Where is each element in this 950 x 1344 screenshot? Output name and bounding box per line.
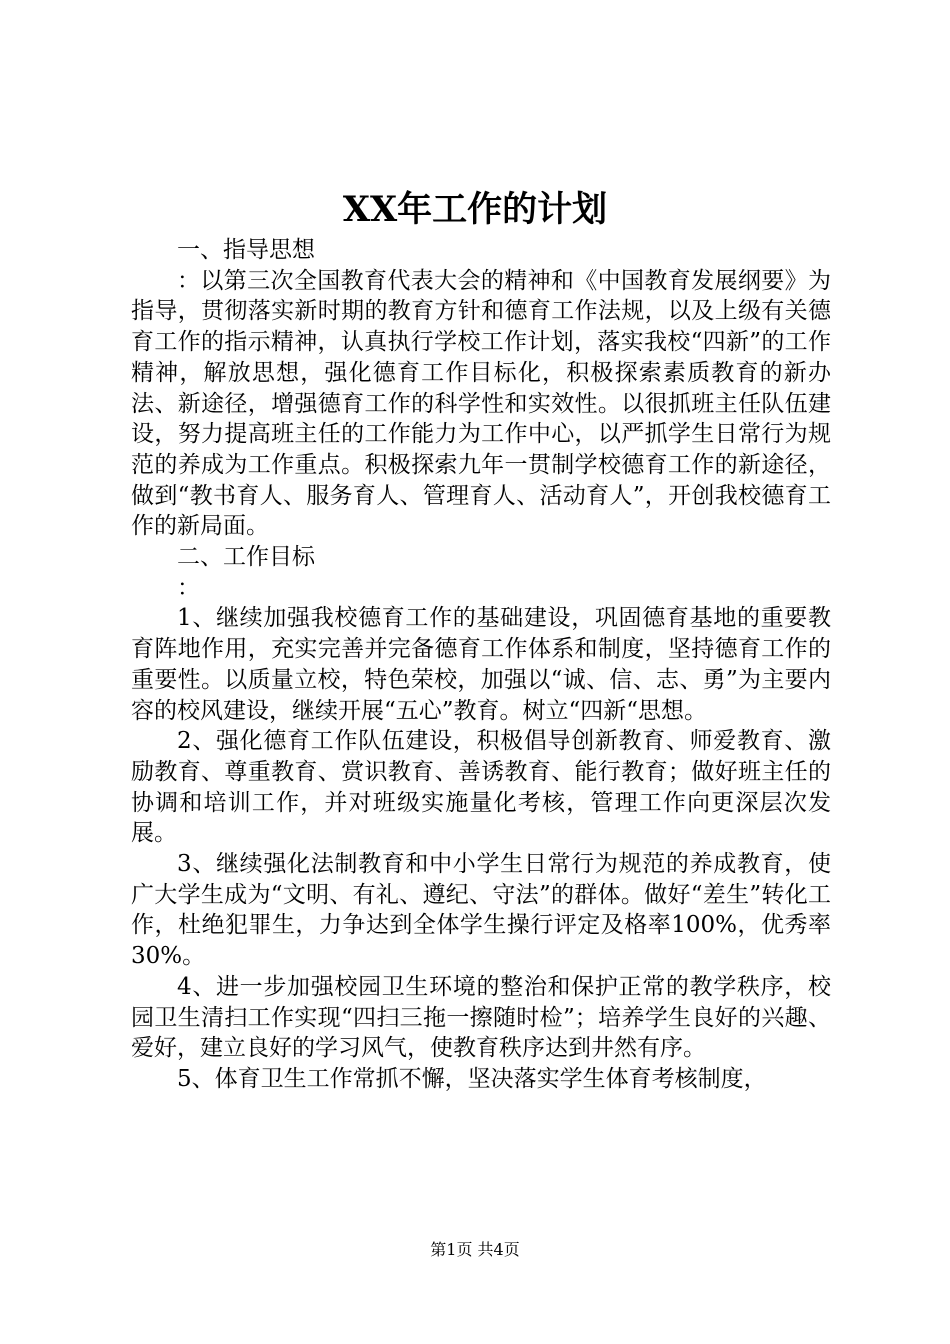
- paragraph-colon: ：: [177, 574, 200, 601]
- section-heading-guiding-ideology: 一、指导思想: [177, 237, 315, 263]
- document-title: XX年工作的计划: [342, 189, 608, 230]
- paragraph-guiding-ideology: ：以第三次全国教育代表大会的精神和《中国教育发展纲要》为指导，贯彻落实新时期的教育方针和德育工作法规，以及上级有关德育工作的指示精神，认真执行学校工作计划，落实我校“四新”的工作精神，解放思想，强化德育工作目标化，积极探索素质教育的新办法、新途径，增强德育工作的科学性和实效性。以很抓班主任队伍建设，努力提高班主任的工作能力为工作中心，以严抓学生日常行为规范的养成为工作重点。积极探索九年一贯制学校德育工作的新途径，做到“教书育人、服务育人、管理育人、活动育人”，开创我校德育工作的新局面。: [131, 267, 831, 540]
- paragraph-goal-1: 1、继续加强我校德育工作的基础建设，巩固德育基地的重要教育阵地作用，充实完善并完备德育工作体系和制度，坚持德育工作的重要性。以质量立校，特色荣校，加强以“诚、信、志、勇”为主要内容的校风建设，继续开展“五心”教育。树立“四新“思想。: [131, 605, 831, 724]
- section-heading-work-goals: 二、工作目标: [177, 544, 315, 571]
- paragraph-goal-5: 5、体育卫生工作常抓不懈，坚决落实学生体育考核制度，: [177, 1065, 767, 1092]
- document-body: [131, 235, 831, 1095]
- page-number-footer: 第1页 共4页: [430, 1240, 520, 1259]
- paragraph-goal-2: 2、强化德育工作队伍建设，积极倡导创新教育、师爱教育、激励教育、尊重教育、赏识教育、善诱教育、能行教育；做好班主任的协调和培训工作，并对班级实施量化考核，管理工作向更深层次发展。: [131, 728, 831, 847]
- paragraph-goal-4: 4、进一步加强校园卫生环境的整治和保护正常的教学秩序，校园卫生清扫工作实现“四扫三拖一擦随时检”；培养学生良好的兴趣、爱好，建立良好的学习风气，使教育秩序达到井然有序。: [131, 973, 831, 1062]
- paragraph-goal-3: 3、继续强化法制教育和中小学生日常行为规范的养成教育，使广大学生成为“文明、有礼、遵纪、守法”的群体。做好“差生”转化工作，杜绝犯罪生，力争达到全体学生操行评定及格率100%，优秀率30%。: [131, 851, 831, 970]
